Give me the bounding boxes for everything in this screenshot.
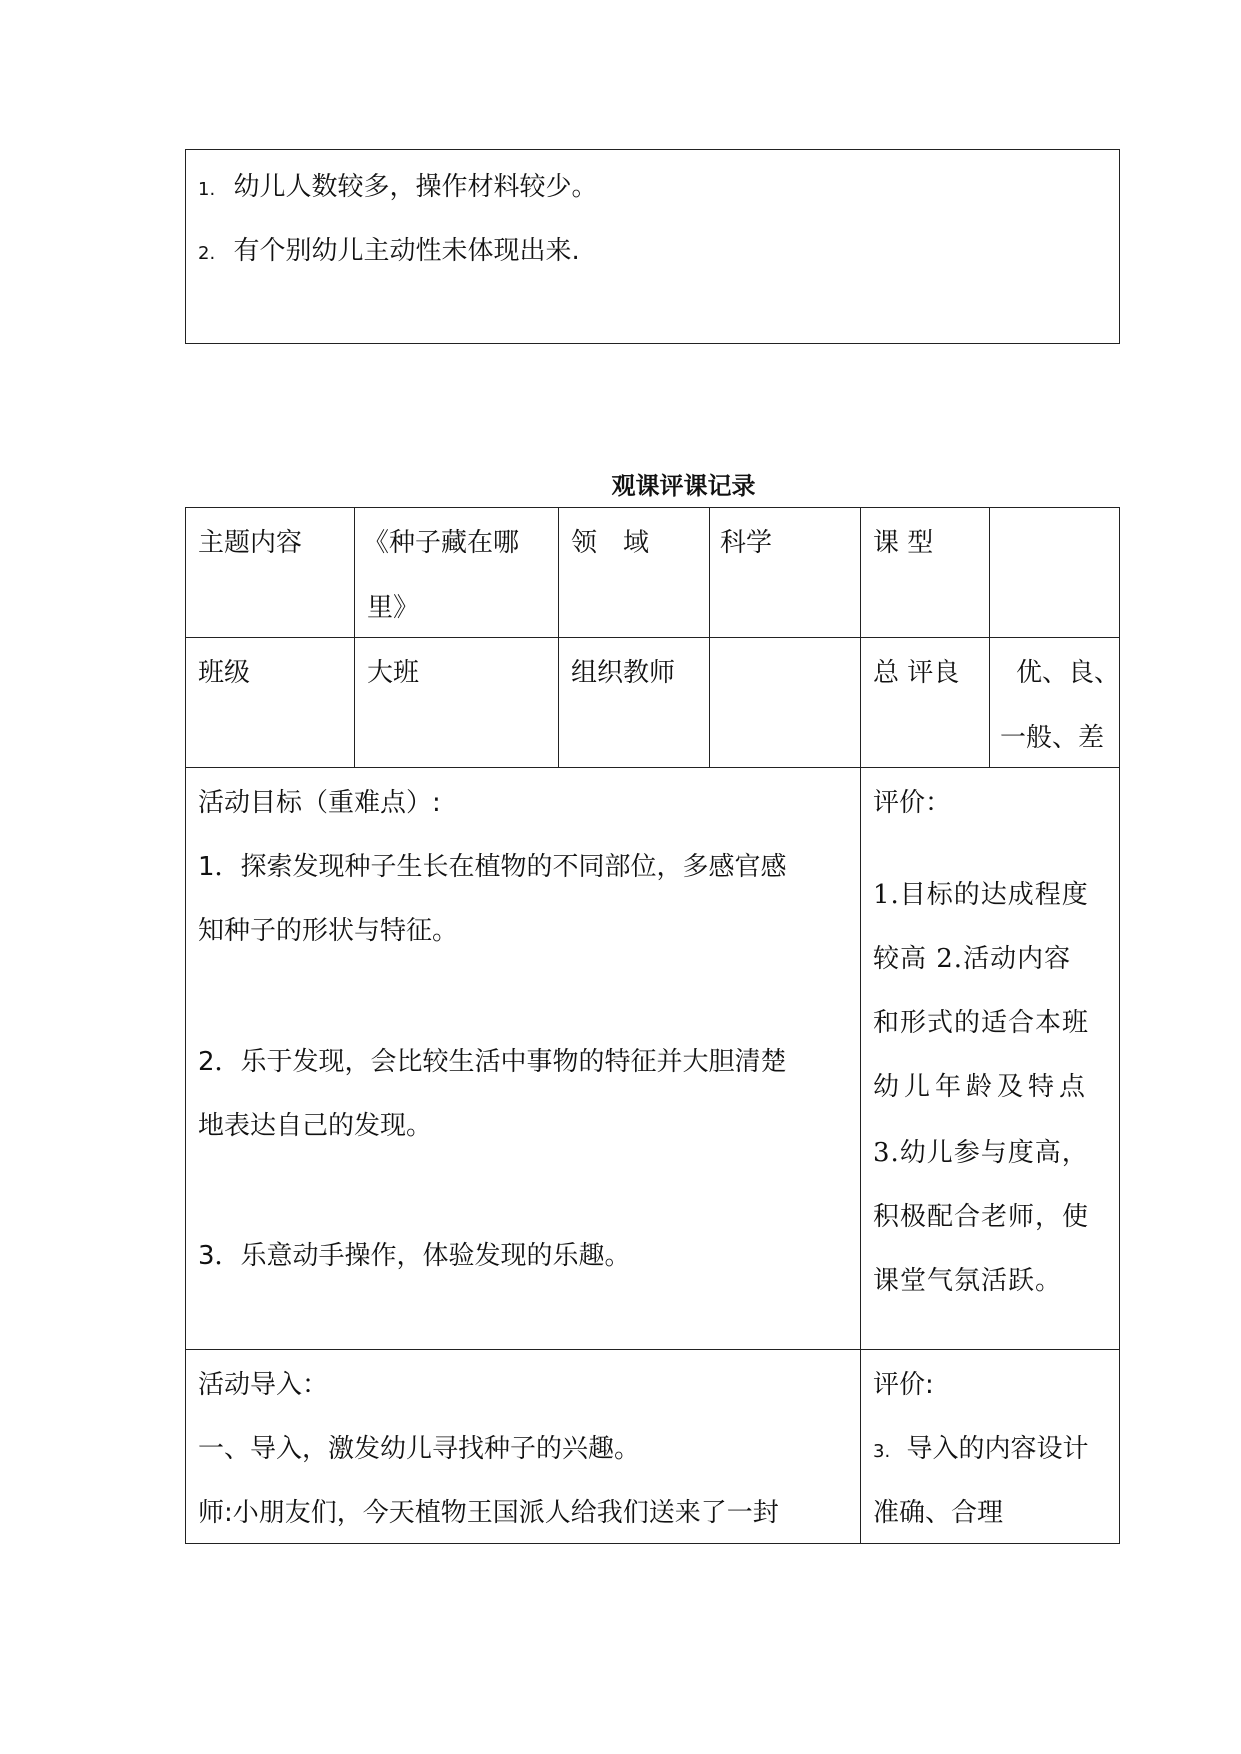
- theme-label: 主题内容: [198, 528, 303, 558]
- goals-eval-line-2: 较高 2.活动内容: [873, 944, 1072, 974]
- goal-line-4: 地表达自己的发现。: [198, 1111, 433, 1141]
- goals-eval-line-6: 积极配合老师，使: [873, 1202, 1090, 1232]
- theme-value-line1: 《种子藏在哪: [363, 528, 520, 558]
- note-number-1: 1.: [198, 179, 216, 200]
- goals-eval-line-3: 和形式的适合本班: [873, 1008, 1090, 1038]
- row-divider-3: [185, 1349, 1120, 1350]
- note-text-1: 幼儿人数较多，操作材料较少。: [233, 172, 598, 202]
- intro-eval-number: 3.: [873, 1441, 891, 1462]
- goals-eval-line-7: 课堂气氛活跃。: [873, 1266, 1063, 1296]
- overall-value-line2: 一般、差: [1000, 723, 1105, 753]
- note-text-2: 有个别幼儿主动性未体现出来.: [233, 236, 580, 266]
- class-label: 班级: [198, 658, 251, 688]
- row-divider-1: [185, 637, 1120, 638]
- goal-line-1: 1．探索发现种子生长在植物的不同部位，多感官感: [198, 852, 787, 882]
- note-item-1: [198, 174, 597, 200]
- field-label: 领 域: [571, 528, 650, 558]
- field-value: 科学: [720, 528, 773, 558]
- teacher-label: 组织教师: [571, 658, 676, 688]
- col-divider-2: [558, 507, 559, 767]
- col-divider-4: [860, 507, 861, 1544]
- goal-line-2: 知种子的形状与特征。: [198, 916, 459, 946]
- overall-value-line1: 优、良、: [1016, 658, 1121, 688]
- row-divider-2: [185, 767, 1120, 768]
- intro-line-2: 师:小朋友们，今天植物王国派人给我们送来了一封: [198, 1498, 779, 1528]
- theme-value-line2: 里》: [367, 593, 420, 623]
- goals-eval-line-5: 3.幼儿参与度高，: [873, 1138, 1089, 1168]
- goal-line-5: 3．乐意动手操作，体验发现的乐趣。: [198, 1241, 631, 1271]
- intro-line-1: 一、导入，激发幼儿寻找种子的兴趣。: [198, 1434, 641, 1464]
- note-number-2: 2.: [198, 243, 216, 264]
- goals-eval-heading: 评价：: [873, 788, 952, 818]
- goals-eval-line-4: 幼儿年龄及特点: [873, 1072, 1091, 1102]
- goals-eval-line-1: 1.目标的达成程度: [873, 880, 1089, 910]
- intro-eval-text-1: 导入的内容设计: [906, 1434, 1089, 1464]
- col-divider-5: [989, 507, 990, 767]
- note-item-2: [198, 238, 580, 264]
- intro-eval-heading: 评价:: [873, 1370, 934, 1400]
- intro-heading: 活动导入：: [198, 1370, 329, 1400]
- intro-eval-line-1: [873, 1436, 1088, 1462]
- intro-eval-line-2: 准确、合理: [873, 1498, 1004, 1528]
- overall-label: 总 评良: [873, 658, 960, 688]
- col-divider-1: [354, 507, 355, 767]
- goals-heading: 活动目标（重难点）:: [198, 788, 441, 818]
- type-label: 课 型: [873, 528, 934, 558]
- class-value: 大班: [367, 658, 420, 688]
- col-divider-3: [709, 507, 710, 767]
- goal-line-3: 2．乐于发现，会比较生活中事物的特征并大胆清楚: [198, 1047, 787, 1077]
- page-title: 观课评课记录: [611, 472, 756, 500]
